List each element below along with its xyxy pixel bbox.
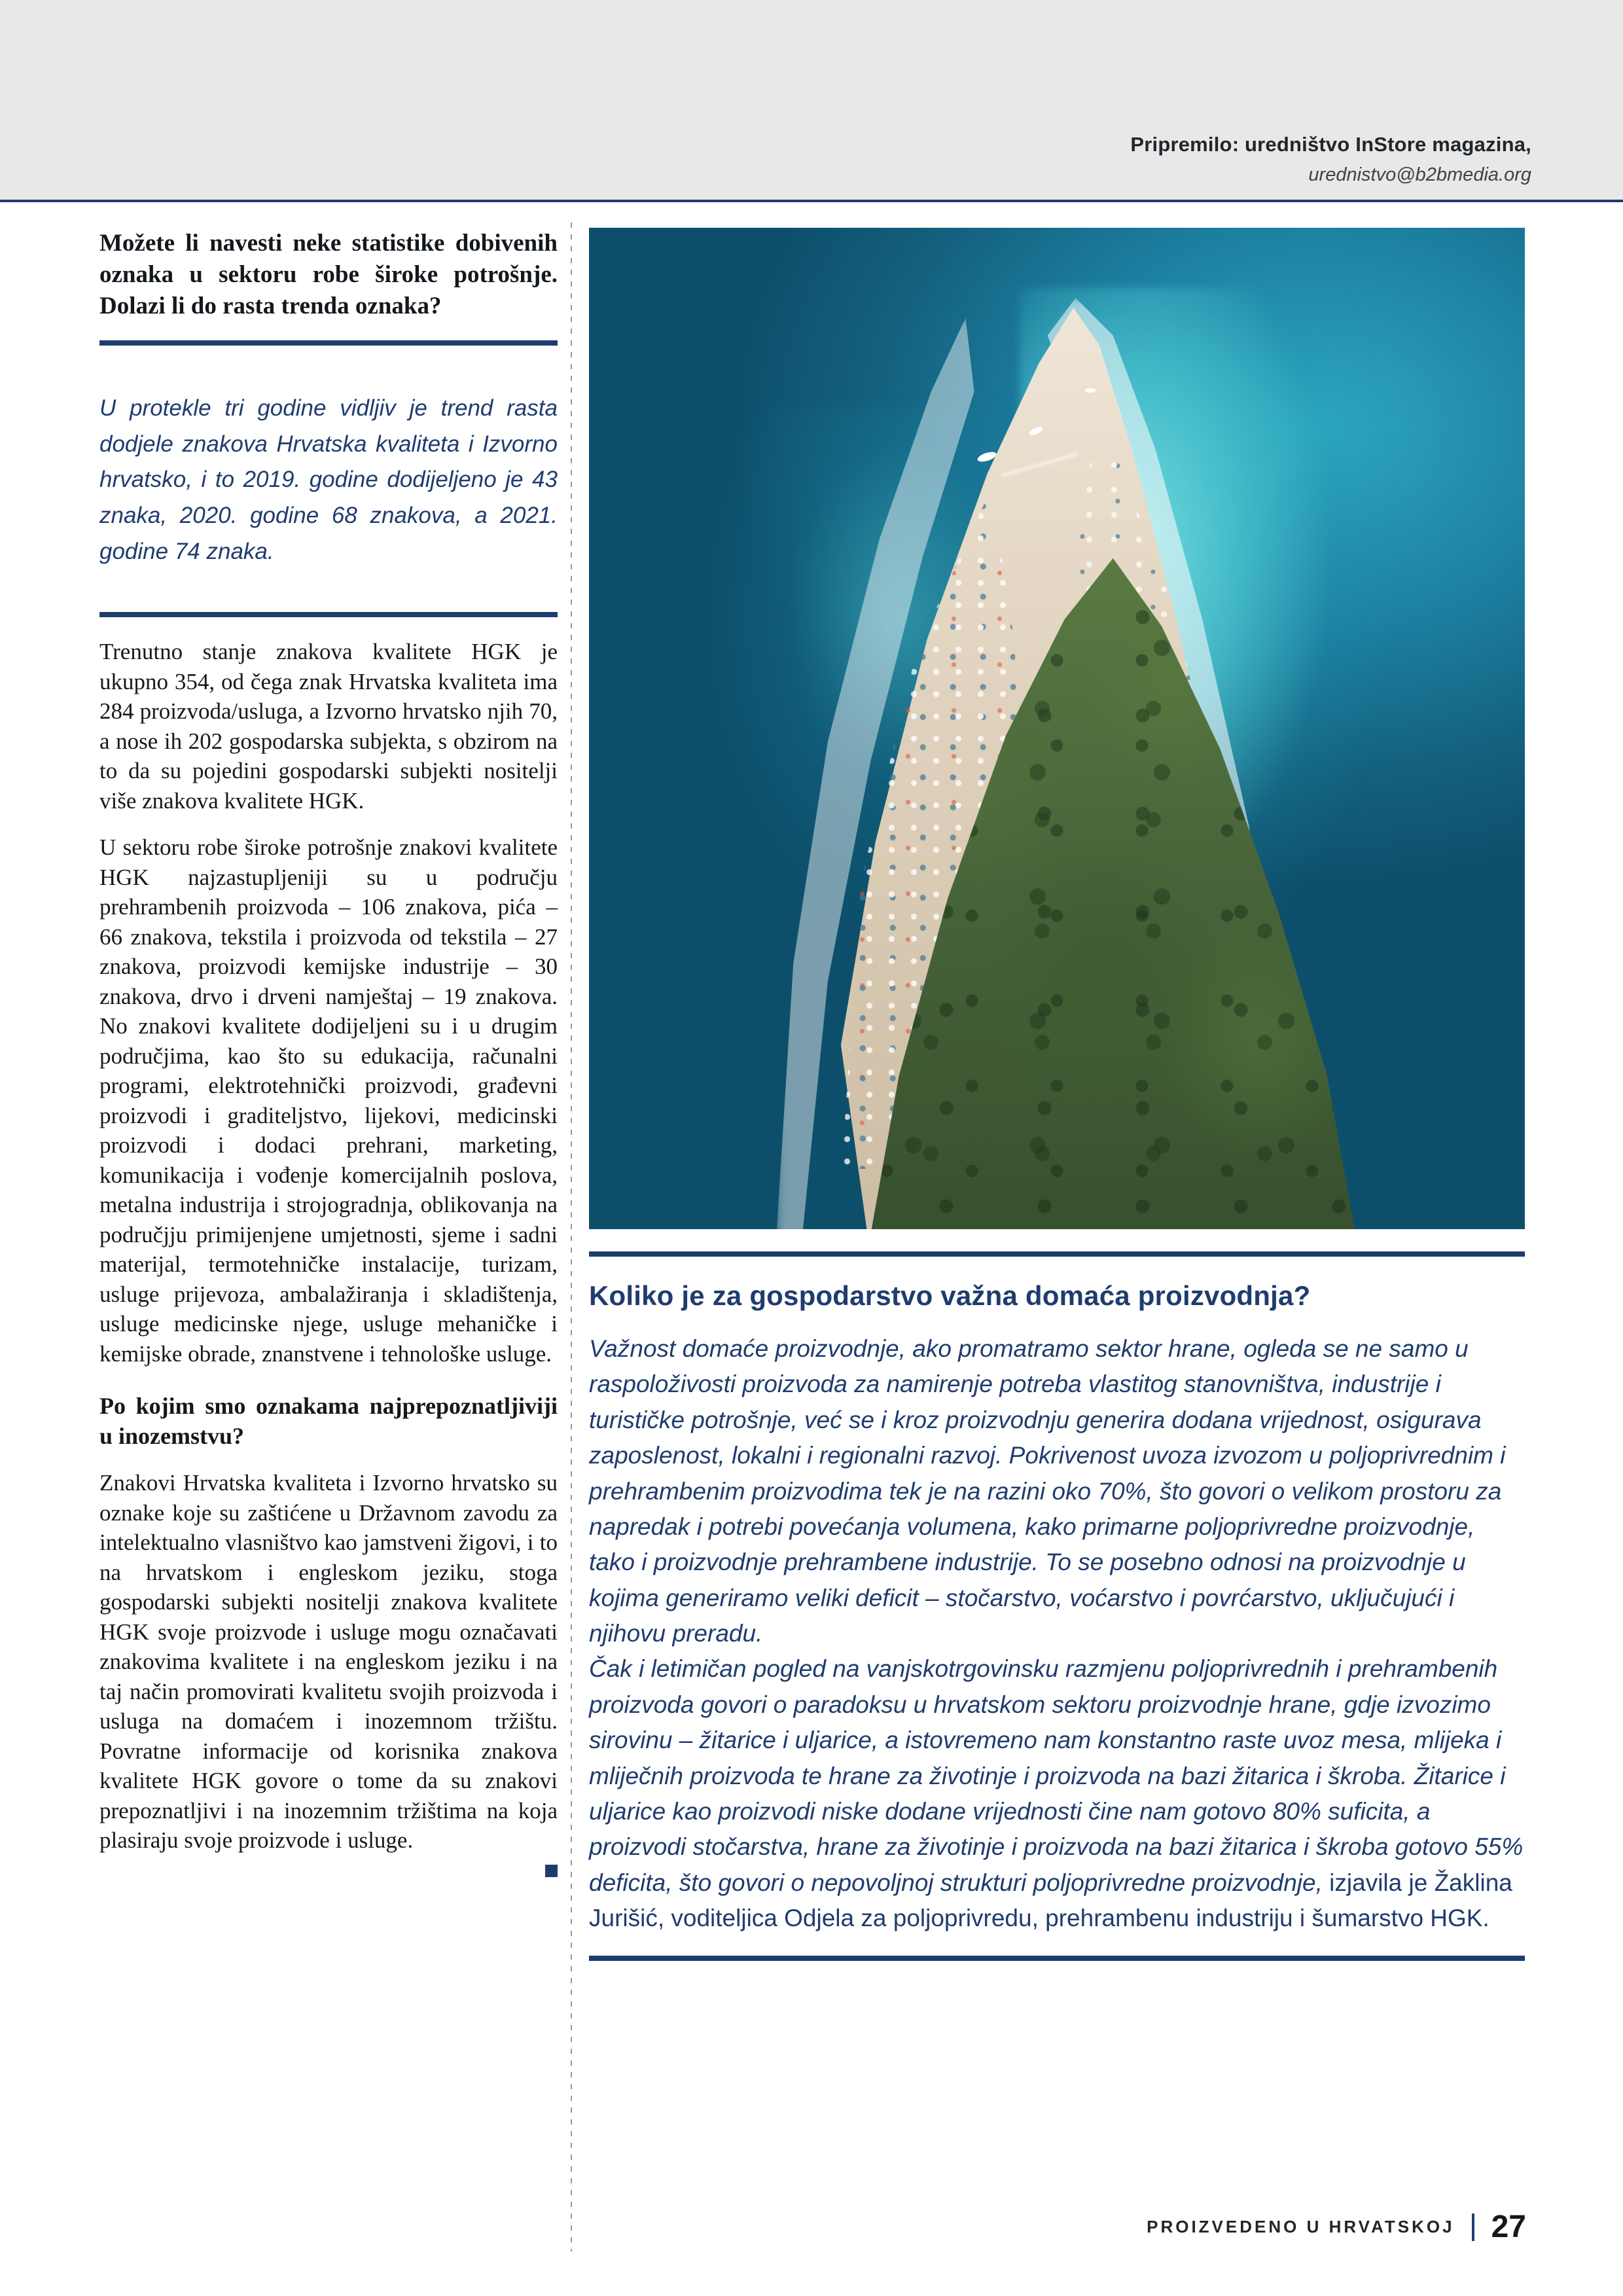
header-credit (1130, 131, 1531, 188)
pullquote-text: U protekle tri godine vidljiv je trend rasta dodjele znakova Hrvatska kvaliteta i Izvorno hrvatsko, i to 2019. godine dodijeljeno je 43 znaka, 2020. godine 68 znakova, a 2021. godine 74 znaka. (99, 395, 558, 564)
right-paragraph-2-attribution: izjavila je Žaklina Jurišić, voditeljica Odjela za poljoprivredu, prehrambenu industriju i šumarstvo HGK. (589, 1869, 1512, 1931)
right-paragraph-2 (589, 1651, 1525, 1936)
body-paragraph-2: U sektoru robe široke potrošnje znakovi kvalitete HGK najzastupljeniji su u području prehrambenih proizvoda – 106 znakova, pića – 66 znakova, tekstila i proizvoda od tekstila – 27 znakova, proizvodi kemijske industrije – 30 znakova, drvo i drveni namještaj – 19 znakova. No znakovi kvalitete dodijeljeni su i u drugim područjima, kao što su edukacija, računalni programi, elektrotehnički proizvodi, građevni proizvodi i graditeljstvo, lijekovi, medicinski proizvodi i dodaci prehrani, marketing, komunikacija i vođenje komercijalnih poslova, metalna industrija i strojogradnja, oblikovanja na područjju primijenjene umjetnosti, sjeme i sadni materijal, termotehničke instalacije, turizam, usluge prijevoza, ambalažiranja i skladištenja, usluge medicinske njege, usluge mehaničke i kemijske obrade, znanstvene i tehnološke usluge. (99, 834, 558, 1367)
right-paragraph-1: Važnost domaće proizvodnje, ako promatramo sektor hrane, ogleda se ne samo u raspoloživosti proizvoda za namirenje potreba vlastitog stanovništva, industrije i turističke potrošnje, već se i kroz proizvodnju generira dodana vrijednost, osigurava zaposlenost, lokalni i regionalni razvoj. Pokrivenost uvoza izvozom u poljoprivrednim i prehrambenim proizvodima tek je na razini oko 70%, što govori o velikom prostoru za napredak i potrebi povećanja volumena, kako primarne poljoprivredne proizvodnje, tako i proizvodnje prehrambene industrije. To se posebno odnosi na proizvodnje u kojima generiramo veliki deficit – stočarstvo, voćarstvo i povrćarstvo, uključujući i njihovu preradu. (589, 1335, 1506, 1647)
right-section-heading: Koliko je za gospodarstvo važna domaća proizvodnja? (589, 1280, 1311, 1311)
end-of-article-marker (545, 1865, 558, 1877)
page-body (0, 200, 1623, 2296)
footer-separator (1472, 2214, 1474, 2241)
right-paragraph-2-quote: Čak i letimičan pogled na vanjskotrgovinsku razmjenu poljoprivrednih i prehrambenih proizvoda govori o paradoksu u hrvatskom sektoru proizvodnje hrane, gdje izvozimo sirovinu – žitarice i uljarice, a istovremeno nam konstantno raste uvoz mesa, mlijeka i mliječnih proizvoda te hrane za životinje i proizvoda na bazi žitarica i škroba. Žitarice i uljarice kao proizvodi niske dodane vrijednosti čine nam gotovo 80% suficita, a proizvodi stočarstva, hrane za životinje i proizvoda na bazi žitarica i škroba gotovo 55% deficita, što govori o nepovoljnoj strukturi poljoprivredne proizvodnje, (589, 1655, 1524, 1896)
pullquote-bottom-rule (99, 612, 558, 617)
body-paragraph-3: Znakovi Hrvatska kvaliteta i Izvorno hrvatsko su oznake koje su zaštićene u Državnom zavodu za intelektualno vlasništvo kao jamstveni žigovi, i to na hrvatskom i engleskom jeziku, stoga gospodarski subjekti nositelji znakova kvalitete HGK svoje proizvode i usluge mogu označavati znakovima kvalitete i na engleskom jeziku i na taj način promovirati kvalitetu svojih proizvoda i usluga na domaćem i inozemnom tržištu. Povratne informacije od korisnika znakova kvalitete HGK govore o tome da su znakovi prepoznatljivi i na inozemnim tržištima na koja plasiraju svoje proizvode i usluge. (99, 1470, 558, 1854)
footer-section-label: PROIZVEDENO U HRVATSKOJ (1147, 2217, 1455, 2236)
right-column (589, 228, 1525, 1961)
page-number: 27 (1491, 2210, 1526, 2244)
aerial-beach-photo (589, 228, 1525, 1229)
body-paragraph-1: Trenutno stanje znakova kvalitete HGK je ukupno 354, od čega znak Hrvatska kvaliteta ima 284 proizvoda/usluga, a Izvorno hrvatsko njih 70, a nose ih 202 gospodarska subjekta, s obzirom na to da su pojedini gospodarski subjekti nositelji više znakova kvalitete HGK. (99, 639, 558, 814)
boat-icon (1085, 388, 1096, 393)
page-header-band (0, 0, 1623, 202)
article-bottom-rule (589, 1956, 1525, 1961)
photo-bottom-rule (589, 1251, 1525, 1257)
question-heading-1: Možete li navesti neke statistike dobivenih oznaka u sektoru robe široke potrošnje. Dolazi li do rasta trenda oznaka? (99, 230, 558, 320)
credit-prepared-by: Pripremilo: uredništvo InStore magazina, (1130, 133, 1531, 156)
page-footer (1147, 2209, 1526, 2245)
left-column (99, 228, 558, 1877)
question-heading-2: Po kojim smo oznakama najprepoznatljiviji u inozemstvu? (99, 1393, 558, 1450)
column-divider (571, 223, 572, 2251)
credit-email: urednistvo@b2bmedia.org (1308, 164, 1531, 185)
pullquote-top-rule (99, 340, 558, 346)
